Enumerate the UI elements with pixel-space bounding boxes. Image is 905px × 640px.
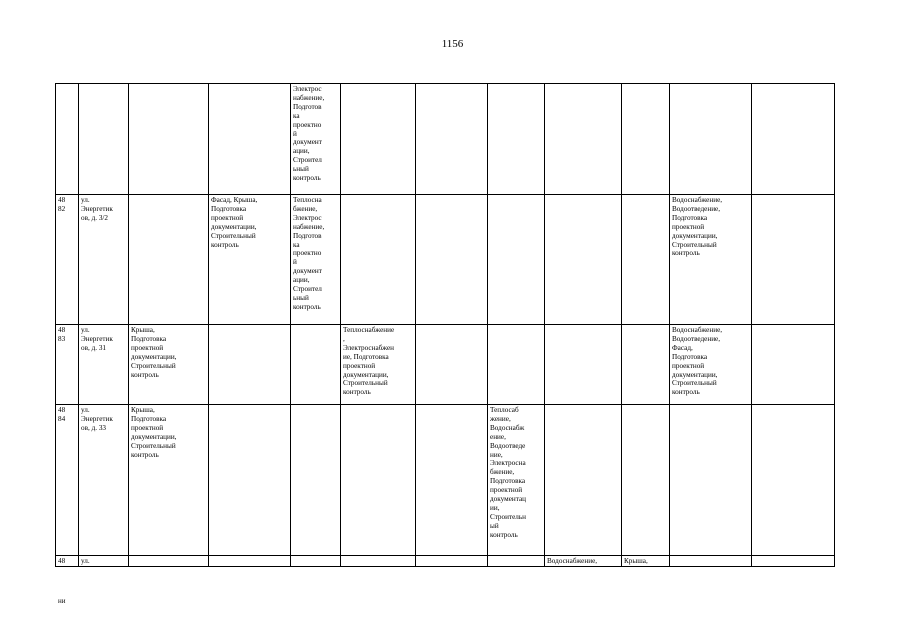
table-cell (341, 556, 416, 567)
cell-line: 48 (58, 406, 66, 414)
repair-schedule-table (55, 83, 835, 567)
table-cell (291, 405, 341, 556)
table-cell (622, 325, 670, 405)
table-cell (545, 84, 622, 195)
cell-line: контроль (293, 174, 321, 183)
cell-line: проектной (672, 361, 705, 370)
table-cell (488, 195, 545, 325)
table-cell (670, 84, 752, 195)
cell-line: документац (490, 495, 526, 504)
cell-line: Теплосна (293, 196, 322, 204)
table-cell (341, 405, 416, 556)
cell-line: й (293, 258, 297, 267)
cell-line: Подготовка (131, 334, 167, 343)
cell-line: проектной (211, 213, 244, 222)
cell-line: ации, (293, 276, 310, 285)
cell-line: проектной (131, 423, 164, 432)
cell-line: 84 (58, 414, 66, 423)
table-cell (752, 84, 835, 195)
cell-line: Крыша, (131, 326, 155, 334)
cell-line: ка (293, 111, 300, 120)
cell-line: Строительный (672, 240, 717, 249)
table-body (56, 84, 835, 567)
table-cell (622, 405, 670, 556)
cell-line: Строител (293, 285, 322, 294)
table-cell (416, 556, 488, 567)
cell-line: проектной (131, 343, 164, 352)
table-cell (416, 84, 488, 195)
cell-line: Энергетик (81, 204, 113, 213)
cell-line: проектно (293, 249, 322, 258)
cell-line: Крыша, (131, 406, 155, 414)
cell-line: Строительный (131, 441, 176, 450)
cell-line: ул. (81, 326, 90, 334)
table-cell (129, 195, 209, 325)
cell-line: проектно (293, 120, 322, 129)
cell-line: Фасад, (672, 343, 693, 352)
cell-line: контроль (343, 388, 371, 397)
cell-line: проектной (490, 486, 523, 495)
cell-line: ул. (81, 196, 90, 204)
cell-line: жение, (490, 414, 511, 423)
table-cell (416, 325, 488, 405)
cell-line: документации, (672, 231, 718, 240)
table-row (56, 84, 835, 195)
cell-line: набжение, (293, 222, 325, 231)
page-number: 1156 (441, 38, 464, 50)
table-cell (545, 325, 622, 405)
cell-line: Электросна (490, 459, 526, 468)
cell-line: Подготовка (211, 204, 247, 213)
cell-line: Энергетик (81, 414, 113, 423)
table-cell (129, 405, 209, 556)
cell-line: Фасад, Крыша, (211, 196, 258, 204)
cell-line: 83 (58, 334, 66, 343)
table-cell (56, 195, 79, 325)
cell-line: ов, д. 33 (81, 423, 107, 432)
table-cell (291, 556, 341, 567)
table-cell (56, 325, 79, 405)
cell-line: документации, (343, 370, 389, 379)
table-cell (670, 556, 752, 567)
cell-line: 48 (58, 557, 66, 565)
table-cell (129, 325, 209, 405)
cell-line: Подготовка (490, 477, 526, 486)
cell-line: контроль (211, 240, 239, 249)
table-row (56, 325, 835, 405)
cell-line: проектной (343, 361, 376, 370)
cell-line: 82 (58, 204, 66, 213)
table-cell (79, 84, 129, 195)
cell-line: проектной (672, 222, 705, 231)
table-cell (670, 325, 752, 405)
cell-line: Строител (293, 156, 322, 165)
table-row (56, 405, 835, 556)
cell-line: Водоснабжение, (672, 196, 723, 204)
cell-line: документации, (211, 222, 257, 231)
table-cell (79, 405, 129, 556)
table-cell (670, 405, 752, 556)
table-cell (79, 195, 129, 325)
cell-line: Водоснабж (490, 423, 525, 432)
table-cell (416, 195, 488, 325)
cell-line: документ (293, 138, 322, 147)
cell-line: Строительный (211, 231, 256, 240)
table-cell (209, 84, 291, 195)
cell-line: Водоотведение, (672, 204, 721, 213)
cell-line: ации, (293, 147, 310, 156)
table-cell (670, 195, 752, 325)
table-cell (341, 195, 416, 325)
cell-line: ии, (490, 503, 500, 512)
cell-line: Теплоснабжение (343, 326, 395, 334)
cell-line: Водоотведение, (672, 334, 721, 343)
cell-line: Подготовка (672, 352, 708, 361)
table-cell (488, 325, 545, 405)
cell-line: Водоснабжение, (672, 326, 723, 334)
cell-line: Электрос (293, 213, 322, 222)
cell-line: Водоотведе (490, 441, 526, 450)
cell-line: контроль (293, 302, 321, 311)
table-cell (56, 405, 79, 556)
table-cell (209, 195, 291, 325)
cell-line: ьный (293, 293, 309, 302)
cell-line: Строительный (131, 361, 176, 370)
cell-line: ул. (81, 406, 90, 414)
cell-line: Энергетик (81, 334, 113, 343)
cell-line: Подготовка (672, 213, 708, 222)
cell-line: Подготов (293, 102, 322, 111)
table-cell (56, 556, 79, 567)
table-cell (752, 405, 835, 556)
table-cell (341, 84, 416, 195)
cell-line: контроль (672, 388, 700, 397)
table-cell (752, 325, 835, 405)
cell-line: , (343, 334, 345, 343)
cell-line: документации, (131, 352, 177, 361)
table-cell (545, 556, 622, 567)
cell-line: Электроснабжен (343, 343, 395, 352)
cell-line: ьный (293, 165, 309, 174)
table-cell (488, 84, 545, 195)
cell-line: ка (293, 240, 300, 249)
table-cell (752, 195, 835, 325)
table-row (56, 556, 835, 567)
table-cell (209, 405, 291, 556)
cell-line: контроль (672, 249, 700, 258)
cell-line: ый (490, 521, 499, 530)
cell-line: контроль (131, 370, 159, 379)
cell-line: Подготовка (131, 414, 167, 423)
cell-line: ение, (490, 432, 506, 441)
cell-line: 48 (58, 326, 66, 334)
table-cell (545, 405, 622, 556)
table-cell (56, 84, 79, 195)
table-cell (291, 325, 341, 405)
table-cell (416, 405, 488, 556)
cell-line: ие, Подготовка (343, 352, 389, 361)
cell-line: Водоснабжение, (547, 557, 598, 565)
table-cell (341, 325, 416, 405)
table-cell (79, 325, 129, 405)
cell-line: Теплосаб (490, 406, 519, 414)
cell-line: ов, д. 31 (81, 343, 107, 352)
cell-line: Строительн (490, 512, 527, 521)
table-row (56, 195, 835, 325)
cell-line: Крыша, (624, 557, 648, 565)
cell-line: документ (293, 267, 322, 276)
table-cell (129, 84, 209, 195)
table-cell (622, 195, 670, 325)
cell-line: контроль (131, 450, 159, 459)
footer-mark: ни (58, 597, 66, 605)
table-cell (291, 195, 341, 325)
cell-line: й (293, 129, 297, 138)
cell-line: документации, (131, 432, 177, 441)
table-cell (545, 195, 622, 325)
cell-line: Электрос (293, 85, 322, 93)
cell-line: Строительный (343, 379, 388, 388)
table-cell (488, 556, 545, 567)
table-cell (129, 556, 209, 567)
cell-line: 48 (58, 196, 66, 204)
table-cell (79, 556, 129, 567)
cell-line: бжение, (490, 468, 515, 477)
cell-line: набжение, (293, 93, 325, 102)
cell-line: Подготов (293, 231, 322, 240)
cell-line: контроль (490, 530, 518, 539)
table-cell (209, 325, 291, 405)
cell-line: ов, д. 3/2 (81, 213, 109, 222)
table-cell (291, 84, 341, 195)
table-cell (488, 405, 545, 556)
cell-line: ул. (81, 557, 90, 565)
table-cell (622, 556, 670, 567)
table-cell (622, 84, 670, 195)
cell-line: бжение, (293, 204, 318, 213)
cell-line: Строительный (672, 379, 717, 388)
cell-line: ние, (490, 450, 503, 459)
table-cell (752, 556, 835, 567)
table-cell (209, 556, 291, 567)
cell-line: документации, (672, 370, 718, 379)
